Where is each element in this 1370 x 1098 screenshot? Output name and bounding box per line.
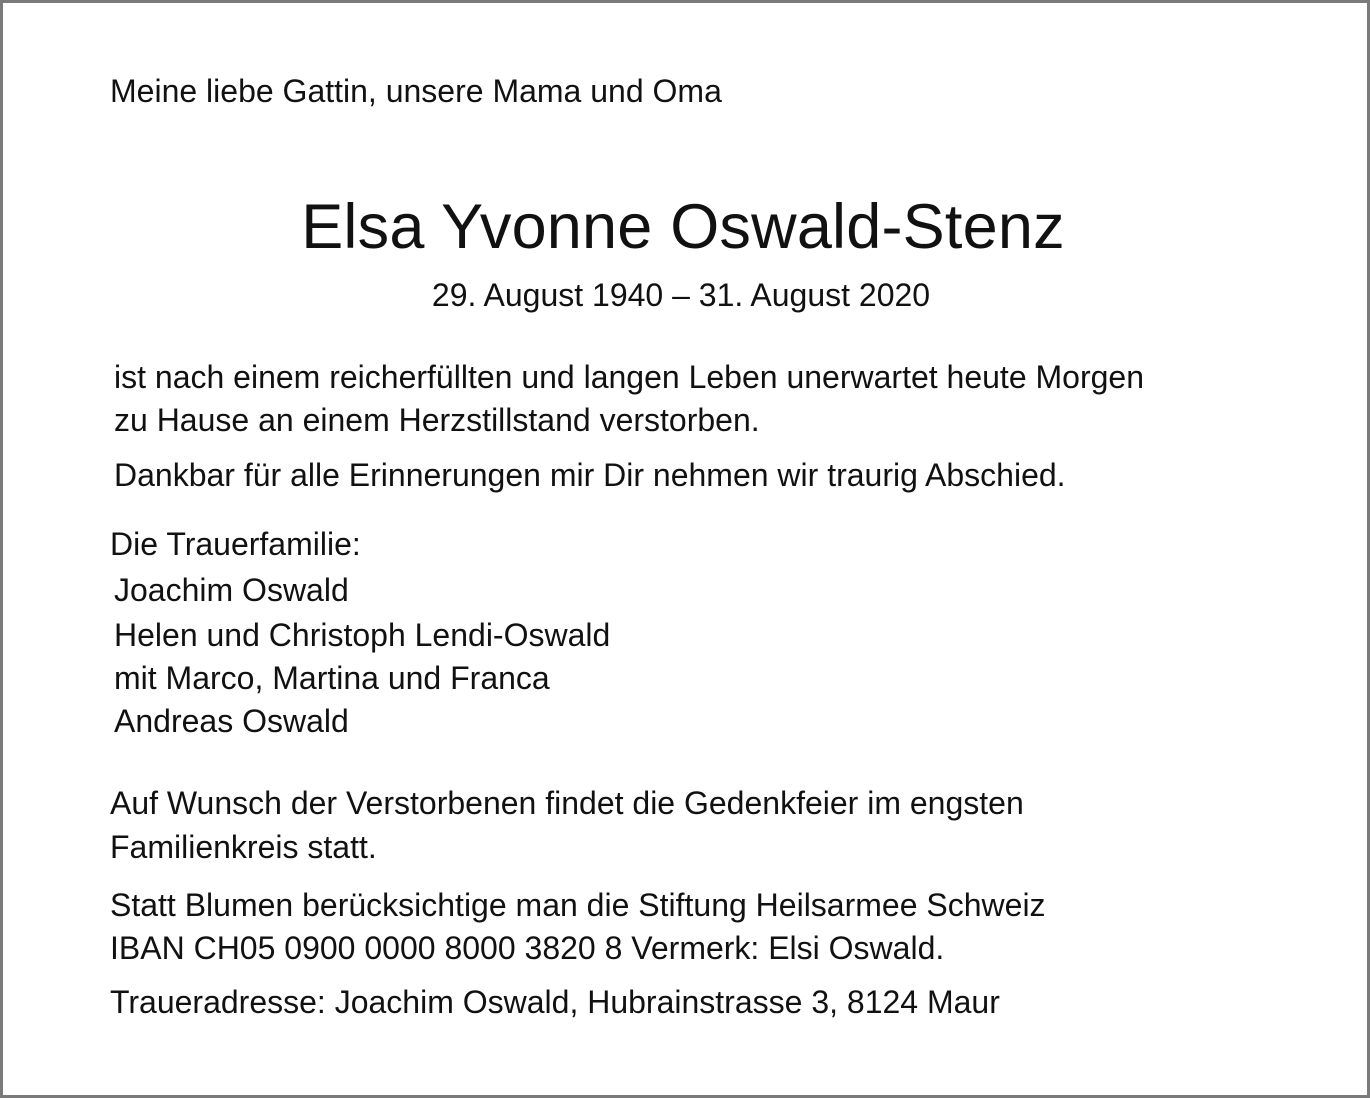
- announcement-line: zu Hause an einem Herzstillstand verstorben.: [114, 402, 760, 438]
- memorial-line: Familienkreis statt.: [110, 829, 377, 865]
- family-heading: Die Trauerfamilie:: [110, 526, 361, 562]
- memorial-line: Auf Wunsch der Verstorbenen findet die Gedenkfeier im engsten: [110, 785, 1024, 821]
- farewell-line: Dankbar für alle Erinnerungen mir Dir nehmen wir traurig Abschied.: [114, 457, 1066, 493]
- deceased-name: Elsa Yvonne Oswald-Stenz: [301, 192, 1065, 262]
- family-member: Andreas Oswald: [114, 703, 349, 739]
- family-member: Helen und Christoph Lendi-Oswald: [114, 617, 611, 653]
- life-dates: 29. August 1940 – 31. August 2020: [431, 277, 931, 313]
- donation-line: Statt Blumen berücksichtige man die Stiftung Heilsarmee Schweiz: [110, 887, 1046, 923]
- intro-line: Meine liebe Gattin, unsere Mama und Oma: [110, 73, 722, 109]
- mourning-address: Traueradresse: Joachim Oswald, Hubrainstrasse 3, 8124 Maur: [110, 984, 1000, 1020]
- family-member: Joachim Oswald: [114, 572, 349, 608]
- family-member: mit Marco, Martina und Franca: [114, 660, 550, 696]
- announcement-line: ist nach einem reicherfüllten und langen Leben unerwartet heute Morgen: [114, 359, 1144, 395]
- iban-line: IBAN CH05 0900 0000 8000 3820 8 Vermerk: Elsi Oswald.: [110, 930, 945, 966]
